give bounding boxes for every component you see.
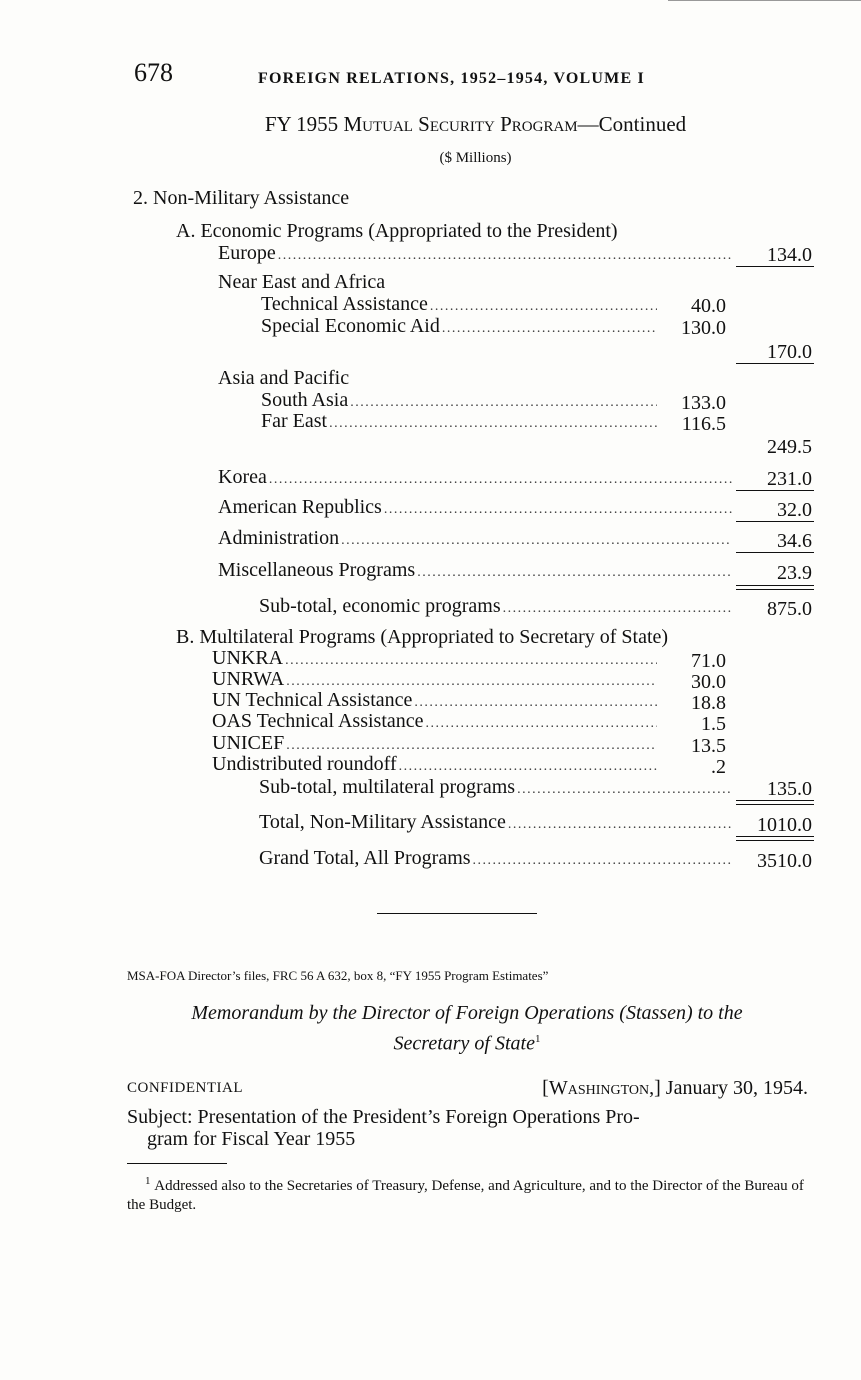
label-undistributed-roundoff: Undistributed roundoff (212, 753, 397, 775)
total-near-east: 170.0 (767, 341, 812, 363)
label-american-republics: American Republics (218, 496, 382, 518)
leader-dots (442, 317, 657, 341)
total-nonmilitary: 1010.0 (757, 814, 812, 836)
label-special-economic-aid: Special Economic Aid (261, 315, 440, 337)
row-administration (218, 526, 736, 550)
value-south-asia: 133.0 (681, 392, 726, 414)
row-economic-subtotal (259, 594, 736, 618)
leader-dots (341, 529, 732, 553)
footnote-rule (127, 1163, 227, 1164)
section-heading: 2. Non-Military Assistance (133, 187, 350, 209)
value-unrwa: 30.0 (691, 671, 726, 693)
label-administration: Administration (218, 527, 340, 549)
total-grand: 3510.0 (757, 850, 812, 872)
title-small-caps: Mutual Security Program (343, 112, 578, 136)
total-administration: 34.6 (777, 530, 812, 552)
label-miscellaneous: Miscellaneous Programs (218, 559, 416, 581)
memo-title-recipient: Secretary of State (393, 1032, 535, 1055)
leader-dots (508, 813, 732, 837)
title-tail: —Continued (577, 112, 687, 136)
label-multilateral-subtotal: Sub-total, multilateral programs (259, 776, 516, 798)
label-unkra: UNKRA (212, 647, 284, 669)
label-far-east: Far East (261, 410, 328, 432)
total-multilateral-subtotal: 135.0 (767, 778, 812, 800)
total-economic-subtotal: 875.0 (767, 598, 812, 620)
label-economic-subtotal: Sub-total, economic programs (259, 595, 501, 617)
label-unrwa: UNRWA (212, 668, 285, 690)
unit-label: ($ Millions) (439, 150, 512, 166)
value-undistributed-roundoff: .2 (711, 756, 726, 778)
row-special-economic-aid (261, 314, 661, 338)
row-grand-total (259, 846, 736, 870)
section-separator (377, 913, 537, 914)
label-nonmilitary-total: Total, Non-Military Assistance (259, 811, 506, 833)
row-american-republics (218, 495, 736, 519)
value-un-technical-assistance: 18.8 (691, 692, 726, 714)
total-korea: 231.0 (767, 468, 812, 490)
date-line (542, 1077, 808, 1100)
rule (736, 266, 814, 267)
label-europe: Europe (218, 242, 276, 264)
subject-line2: gram for Fiscal Year 1955 (147, 1128, 356, 1150)
footnote (127, 1172, 810, 1215)
leader-dots (473, 849, 732, 873)
date-bracket: [ (542, 1077, 549, 1099)
leader-dots (329, 412, 657, 436)
value-unicef: 13.5 (691, 735, 726, 757)
source-note: MSA-FOA Director’s files, FRC 56 A 632, box 8, “FY 1955 Program Estimates” (127, 968, 549, 983)
row-korea (218, 465, 736, 489)
rule (736, 552, 814, 553)
double-rule (736, 800, 814, 805)
row-undistributed-roundoff (212, 752, 661, 776)
subject (127, 1106, 810, 1150)
subject-line1: Subject: Presentation of the President’s Foreign Operations Pro- (127, 1106, 640, 1128)
table-title (0, 112, 861, 137)
double-rule (736, 585, 814, 590)
leader-dots (269, 468, 732, 492)
label-unicef: UNICEF (212, 732, 285, 754)
row-miscellaneous (218, 558, 736, 582)
running-head: FOREIGN RELATIONS, 1952–1954, VOLUME I (258, 70, 645, 87)
label-korea: Korea (218, 466, 267, 488)
label-un-technical-assistance: UN Technical Assistance (212, 689, 413, 711)
value-oas-technical-assistance: 1.5 (701, 713, 726, 735)
title-main: FY 1955 (264, 112, 344, 136)
value-unkra: 71.0 (691, 650, 726, 672)
row-oas-technical-assistance (212, 709, 661, 733)
label-south-asia: South Asia (261, 389, 349, 411)
value-technical-assistance: 40.0 (691, 295, 726, 317)
memo-title-line1: Memorandum by the Director of Foreign Operations (Stassen) to the (191, 1002, 743, 1024)
memo-title (127, 1000, 807, 1057)
value-far-east: 116.5 (681, 413, 726, 435)
total-american-republics: 32.0 (777, 499, 812, 521)
classification: CONFIDENTIAL (127, 1080, 243, 1096)
total-miscellaneous: 23.9 (777, 562, 812, 584)
leader-dots (517, 778, 732, 802)
label-technical-assistance: Technical Assistance (261, 293, 428, 315)
page-number: 678 (134, 58, 173, 87)
footnote-ref[interactable]: 1 (534, 1033, 541, 1045)
value-special-economic-aid: 130.0 (681, 317, 726, 339)
label-grand-total: Grand Total, All Programs (259, 847, 471, 869)
row-technical-assistance (261, 292, 661, 316)
footnote-marker: 1 (145, 1175, 151, 1187)
row-far-east (261, 409, 661, 433)
row-nonmilitary-total (259, 810, 736, 834)
label-oas-technical-assistance: OAS Technical Assistance (212, 710, 424, 732)
multilateral-heading: B. Multilateral Programs (Appropriated to Secretary of State) (176, 626, 669, 648)
leader-dots (503, 597, 732, 621)
double-rule (736, 836, 814, 841)
leader-dots (278, 244, 732, 268)
rule (736, 363, 814, 364)
leader-dots (417, 561, 732, 585)
date-place: Washington (548, 1077, 650, 1099)
row-europe (218, 241, 736, 265)
rule (736, 521, 814, 522)
heading-near-east: Near East and Africa (218, 271, 386, 293)
footnote-text: Addressed also to the Secretaries of Treasury, Defense, and Agriculture, and to the Director of the Bureau of the Budget. (127, 1178, 804, 1213)
total-asia: 249.5 (767, 436, 812, 458)
heading-asia: Asia and Pacific (218, 367, 350, 389)
top-edge-rule (668, 0, 861, 1)
leader-dots (384, 498, 732, 522)
row-multilateral-subtotal (259, 775, 736, 799)
economic-heading: A. Economic Programs (Appropriated to the President) (176, 220, 618, 242)
rule (736, 490, 814, 491)
memo-title-line2 (127, 1026, 807, 1057)
date-rest: ,] January 30, 1954. (649, 1077, 808, 1099)
total-europe: 134.0 (767, 244, 812, 266)
